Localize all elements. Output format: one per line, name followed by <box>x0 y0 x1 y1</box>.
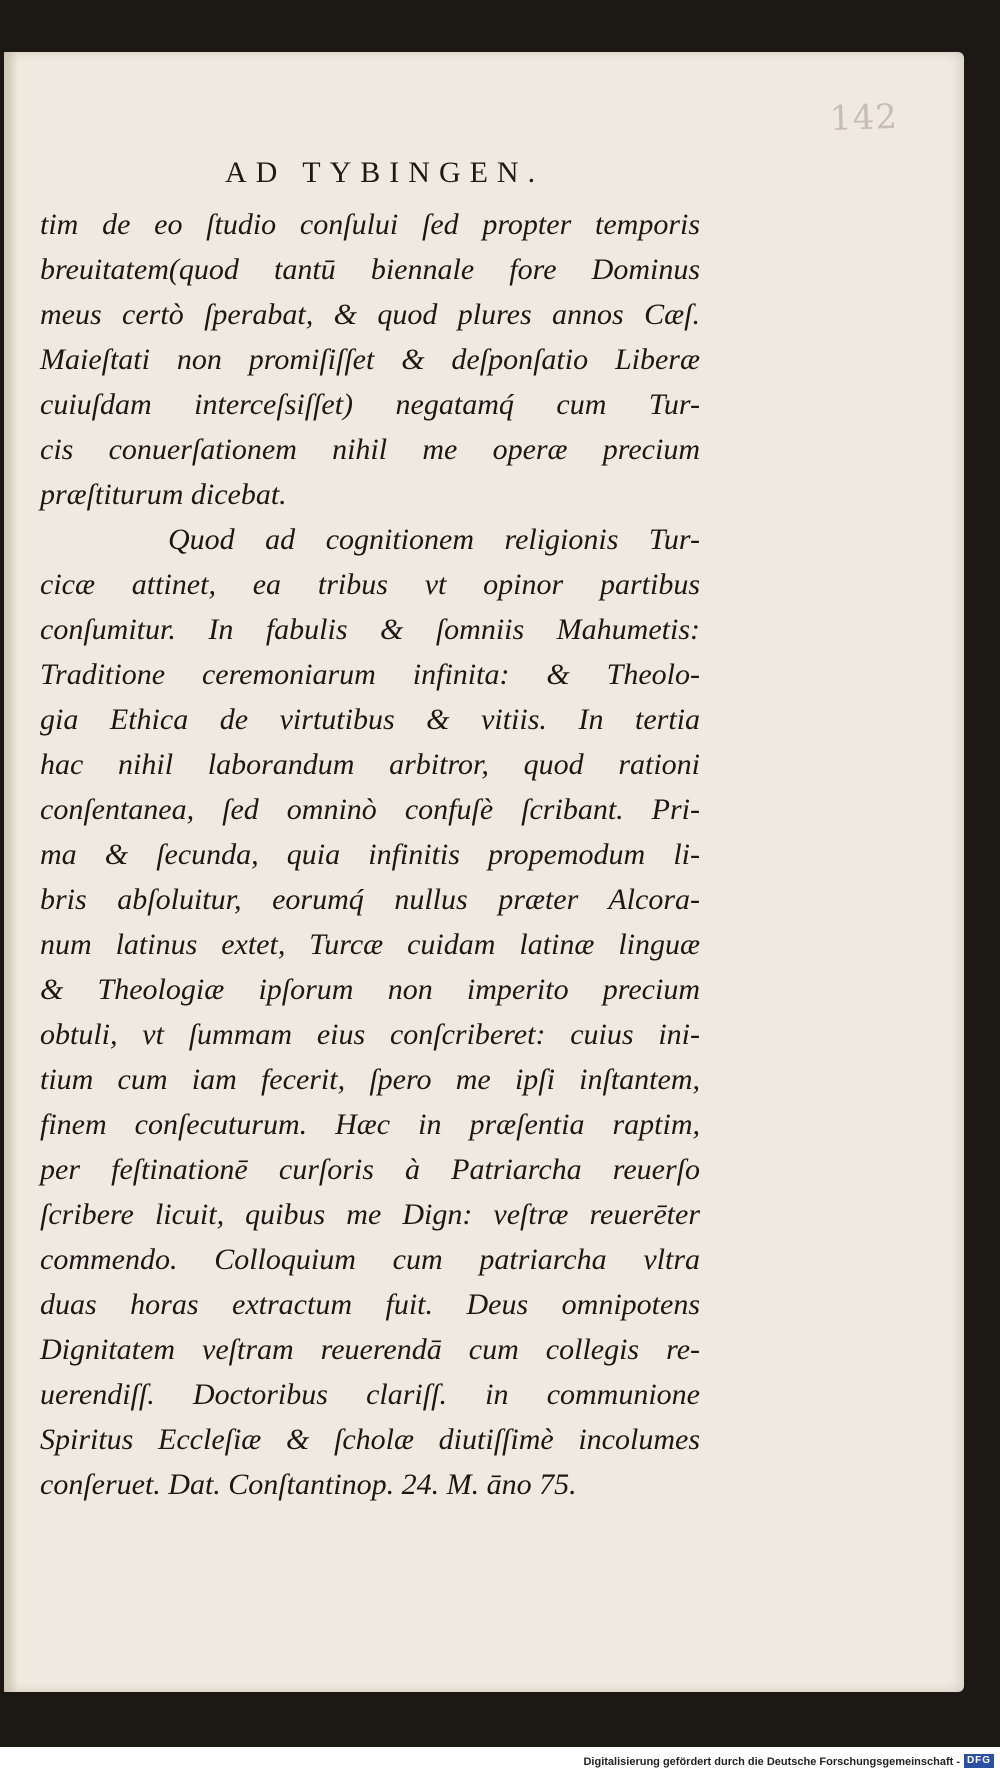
text-line: hac nihil laborandum arbitror, quod rationi <box>40 748 700 781</box>
text-line: num latinus extet, Turcæ cuidam latinæ linguæ <box>40 928 700 961</box>
body-text <box>40 202 700 1507</box>
running-head: AD TYBINGEN. <box>225 156 545 189</box>
text-line: commendo. Colloquium cum patriarcha vltra <box>40 1243 700 1276</box>
text-line: ſcribere licuit, quibus me Dign: veſtræ reuerēter <box>40 1198 700 1231</box>
text-line: tium cum iam fecerit, ſpero me ipſi inſtantem, <box>40 1063 700 1096</box>
funding-credit: Digitalisierung gefördert durch die Deutsche Forschungsgemeinschaft - <box>583 1756 960 1768</box>
text-line: conſeruet. Dat. Conſtantinop. 24. M. āno 75. <box>40 1468 577 1501</box>
text-line: cicæ attinet, ea tribus vt opinor partibus <box>40 568 700 601</box>
text-line: finem conſecuturum. Hæc in præſentia raptim, <box>40 1108 700 1141</box>
text-line: tim de eo ſtudio conſului ſed propter temporis <box>40 208 700 241</box>
text-line: gia Ethica de virtutibus & vitiis. In tertia <box>40 703 700 736</box>
text-line: breuitatem(quod tantū biennale fore Dominus <box>40 253 700 286</box>
text-line: ma & ſecunda, quia infinitis propemodum li- <box>40 838 700 871</box>
text-line: uerendiſſ. Doctoribus clariſſ. in communione <box>40 1378 700 1411</box>
text-line: bris abſoluitur, eorumq́ nullus præter Alcora- <box>40 883 700 916</box>
text-line: cis conuerſationem nihil me operæ precium <box>40 433 700 466</box>
text-line: meus certò ſperabat, & quod plures annos Cæſ. <box>40 298 700 331</box>
text-line: Dignitatem veſtram reuerendā cum collegis re- <box>40 1333 700 1366</box>
text-line: per feſtinationē curſoris à Patriarcha reuerſo <box>40 1153 700 1186</box>
text-line: obtuli, vt ſummam eius conſcriberet: cuius ini- <box>40 1018 700 1051</box>
text-line: conſumitur. In fabulis & ſomniis Mahumetis: <box>40 613 700 646</box>
text-line: præſtiturum dicebat. <box>40 478 287 511</box>
text-line: Maieſtati non promiſiſſet & deſponſatio Liberæ <box>40 343 700 376</box>
folio-number: 142 <box>829 96 899 140</box>
text-line: Traditione ceremoniarum infinita: & Theolo- <box>40 658 700 691</box>
text-line: Spiritus Eccleſiæ & ſcholæ diutiſſimè incolumes <box>40 1423 700 1456</box>
text-line: duas horas extractum fuit. Deus omnipotens <box>40 1288 700 1321</box>
book-page <box>4 52 964 1692</box>
text-line: cuiuſdam interceſsiſſet) negatamq́ cum Tur- <box>40 388 700 421</box>
paragraph-start-line: Quod ad cognitionem religionis Tur- <box>168 523 700 556</box>
text-line: & Theologiæ ipſorum non imperito precium <box>40 973 700 1006</box>
text-line: conſentanea, ſed omninò confuſè ſcribant. Pri- <box>40 793 700 826</box>
digitization-footer <box>0 1747 1000 1773</box>
dfg-logo-icon: DFG <box>964 1754 994 1768</box>
binding-shadow <box>4 52 18 1692</box>
